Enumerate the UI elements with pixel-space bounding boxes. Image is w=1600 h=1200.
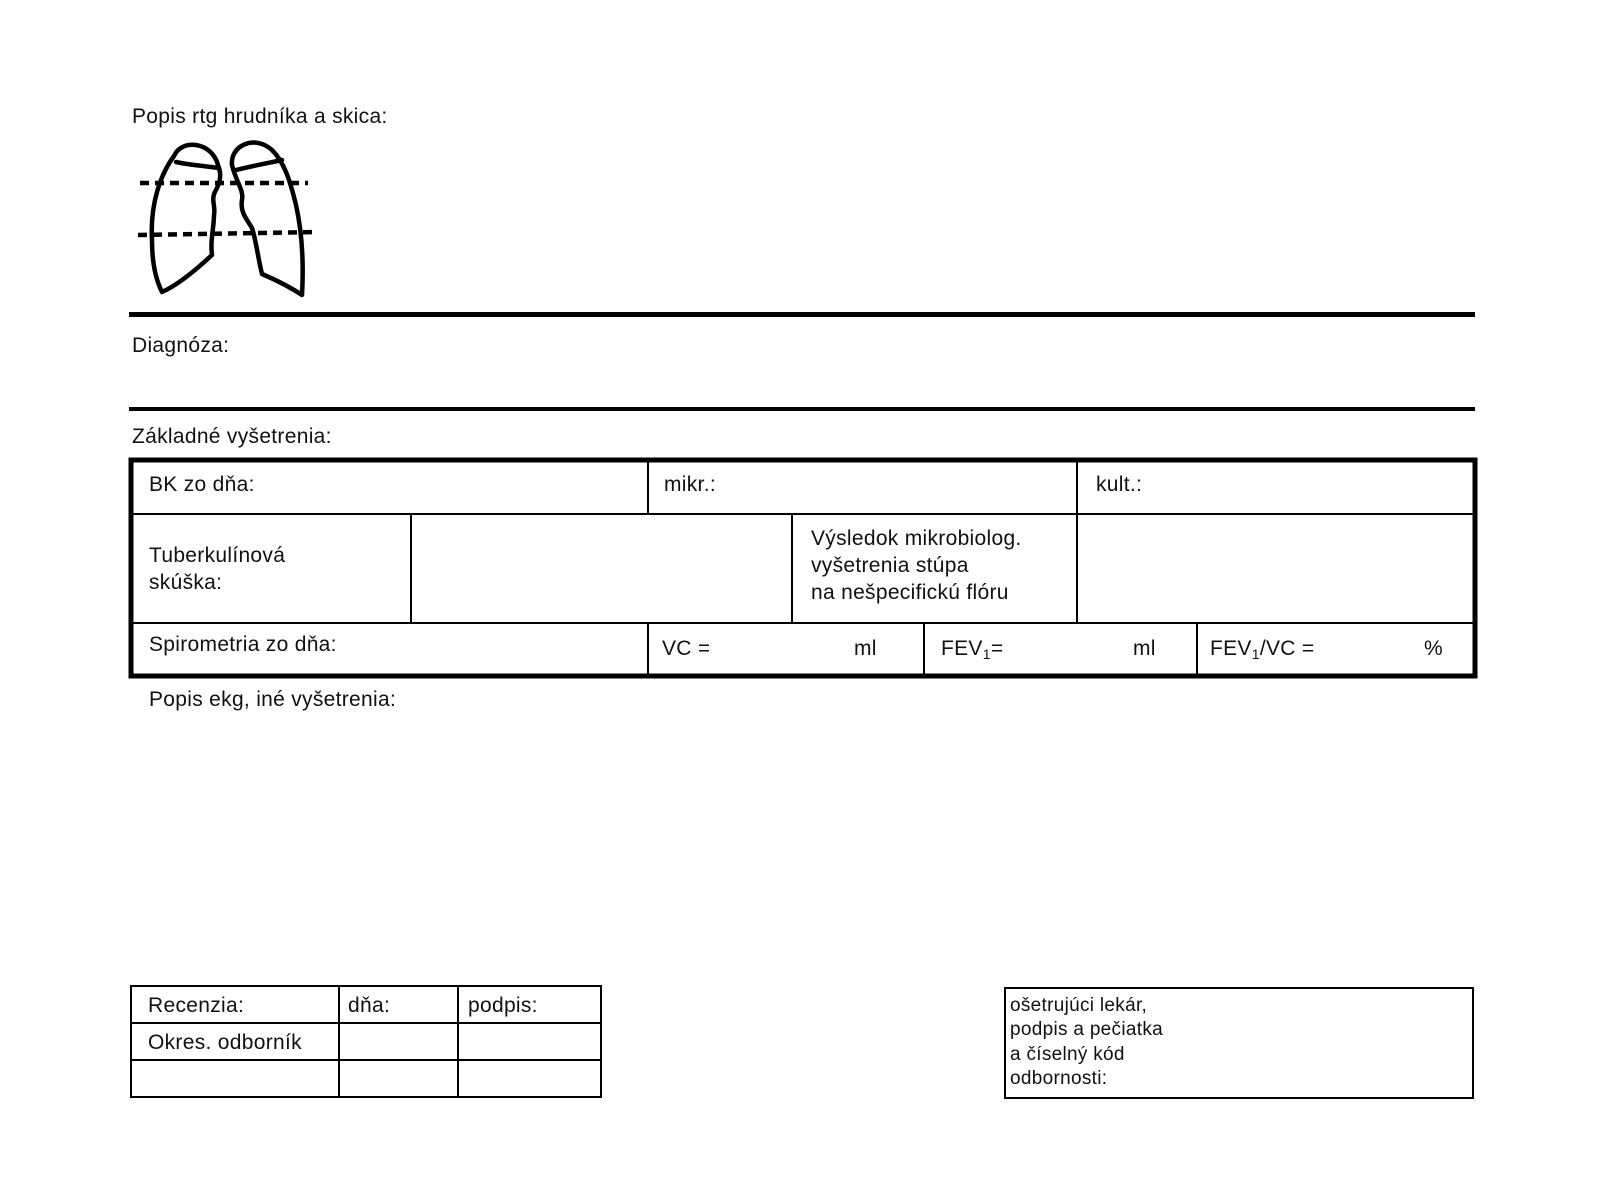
- review-signature-label: podpis:: [468, 994, 538, 1017]
- microbio-result-line1: Výsledok mikrobiolog.: [811, 527, 1022, 550]
- fev1-equals: =: [990, 637, 1004, 660]
- review-date-label: dňa:: [348, 994, 391, 1017]
- doctor-box-line1: ošetrujúci lekár,: [1010, 995, 1148, 1016]
- fev1-text: FEV: [941, 637, 983, 660]
- tuberculin-label-line1: Tuberkulínová: [149, 544, 286, 567]
- doctor-box-line3: a číselný kód: [1010, 1044, 1125, 1065]
- tuberculin-label-line2: skúška:: [149, 571, 223, 594]
- vc-unit: ml: [854, 637, 877, 660]
- review-label: Recenzia:: [148, 994, 245, 1017]
- doctor-box-line2: podpis a pečiatka: [1010, 1019, 1163, 1040]
- doctor-box-line4: odbornosti:: [1010, 1068, 1108, 1089]
- spirometry-date-label: Spirometria zo dňa:: [149, 633, 337, 656]
- ekg-label: Popis ekg, iné vyšetrenia:: [149, 688, 397, 711]
- district-specialist-label: Okres. odborník: [148, 1031, 302, 1054]
- microbio-result-line2: vyšetrenia stúpa: [811, 554, 969, 577]
- micro-label: mikr.:: [664, 473, 716, 496]
- ratio-text-b: /VC =: [1259, 637, 1315, 660]
- xray-section-label: Popis rtg hrudníka a skica:: [132, 105, 388, 128]
- ratio-text-a: FEV: [1210, 637, 1252, 660]
- ratio-unit: %: [1424, 637, 1443, 660]
- diagnosis-label: Diagnóza:: [132, 334, 230, 357]
- bk-date-label: BK zo dňa:: [149, 473, 255, 496]
- basic-exams-label: Základné vyšetrenia:: [132, 425, 332, 448]
- microbio-result-line3: na nešpecifickú flóru: [811, 581, 1009, 604]
- vc-label: VC =: [662, 637, 711, 660]
- ratio-subscript: 1: [1251, 646, 1260, 662]
- fev1-unit: ml: [1133, 637, 1156, 660]
- fev1-subscript: 1: [982, 646, 991, 662]
- culture-label: kult.:: [1096, 473, 1143, 496]
